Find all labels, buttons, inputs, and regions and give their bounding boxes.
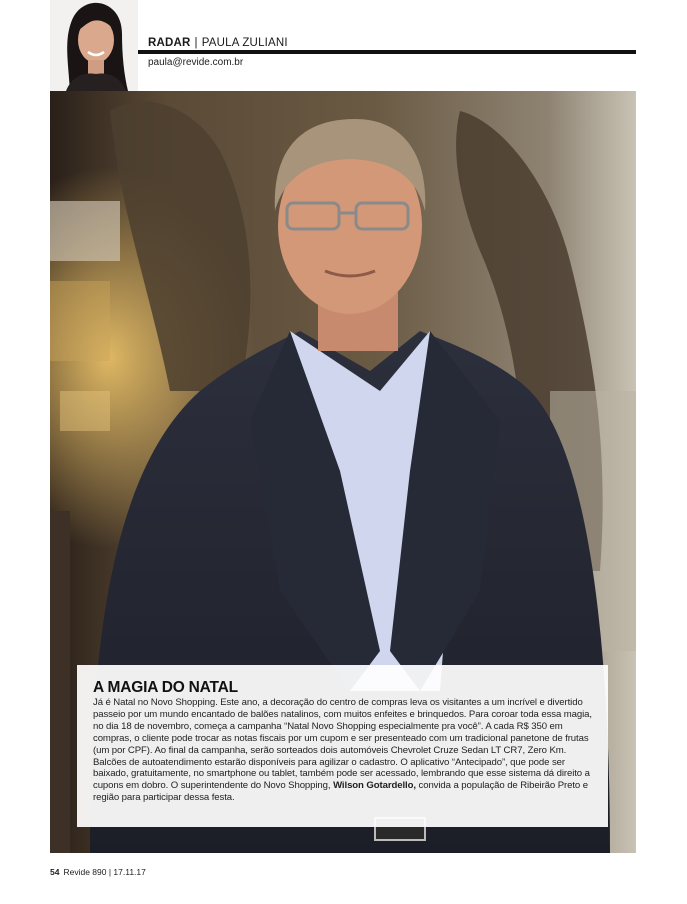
article-box bbox=[77, 665, 608, 827]
author-photo bbox=[50, 0, 138, 91]
column-separator: | bbox=[194, 37, 198, 49]
column-heading bbox=[148, 37, 288, 50]
article-body bbox=[93, 697, 594, 804]
column-tag: RADAR bbox=[148, 37, 191, 49]
page-footer bbox=[50, 867, 146, 877]
article-headline: A MAGIA DO NATAL bbox=[93, 679, 238, 696]
issue-info: Revide 890 | 17.11.17 bbox=[63, 867, 146, 877]
header-rule bbox=[138, 50, 636, 54]
author-email[interactable]: paula@revide.com.br bbox=[148, 57, 244, 68]
article-highlight-name: Wilson Gotardello, bbox=[333, 780, 416, 792]
article-body-after: convida a população de Ribeirão Preto e região para participar dessa festa. bbox=[93, 780, 588, 804]
article-body-before: Já é Natal no Novo Shopping. Este ano, a decoração do centro de compras leva os visitantes a um incrível e divertido passeio por um mundo encantado de balões natalinos, com muitos enfeites e brinquedos. Para coroar toda essa magia, no dia 18 de novembro, começa a campanha “Natal Novo Shopping especialmente pra você”. A cada R$ 350 em compras, o cliente pode trocar as notas fiscais por um cupom e ser presenteado com um tradicional panetone de frutas (um por CPF). Ao final da campanha, serão sorteados dois automóveis Chevrolet Cruze Sedan LT CR7, Zero Km. Balcões de autoatendimento estarão disponíveis para agilizar o cadastro. O aplicativo “Antecipado”, que pode ser baixado, gratuitamente, no smartphone ou tablet, também pode ser acessado, lembrando que esse sistema dá direito a cupons em dobro. O superintendente do Novo Shopping, bbox=[93, 697, 592, 792]
page-number: 54 bbox=[50, 867, 60, 877]
column-author: PAULA ZULIANI bbox=[201, 37, 288, 49]
